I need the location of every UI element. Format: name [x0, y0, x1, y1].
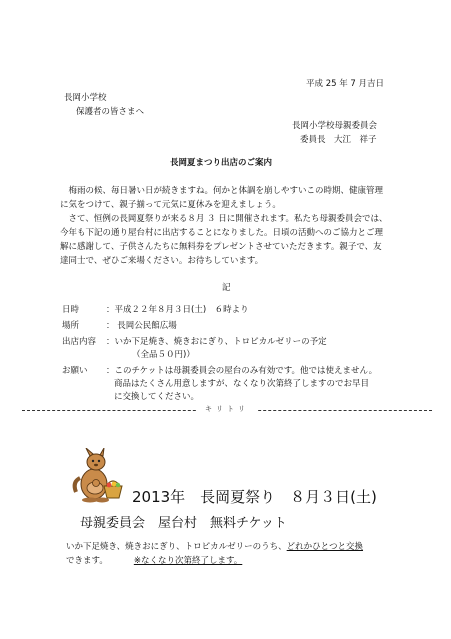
recipient-parents: 保護者の皆さまへ: [76, 107, 145, 117]
letter-date: 平成 25 年 7 月吉日: [306, 79, 385, 89]
cut-label: キリトリ: [197, 404, 257, 414]
detail-row-request-end: [62, 391, 199, 404]
detail-row-price: [62, 349, 195, 362]
ticket-line-1: [66, 541, 363, 553]
recipient-school: 長岡小学校: [64, 93, 107, 103]
ticket-line-1-underlined: どれかひとつと交換: [286, 542, 364, 552]
letter-title: 長岡夏まつり出店のご案内: [170, 158, 273, 168]
detail-label: 日時: [62, 305, 80, 315]
detail-row-date: [62, 304, 249, 317]
detail-row-request-cont: [62, 378, 369, 391]
detail-row-place: [62, 320, 177, 333]
ticket-line-2: [66, 555, 242, 567]
detail-value: ：平成２２年８月３日(土) ６時より: [106, 305, 249, 315]
ticket-headline: 2013年 長岡夏祭り ８月３日(土): [132, 488, 377, 506]
ticket-line-2-text: できます。: [66, 556, 108, 566]
ki-heading: 記: [222, 283, 231, 293]
ticket-line-2-underlined: ※なくなり次第終了します。: [133, 556, 243, 566]
detail-row-items: [62, 336, 327, 349]
ticket-subhead: 母親委員会 屋台村 無料チケット: [80, 516, 287, 531]
detail-row-request: [62, 365, 377, 378]
kangaroo-mascot-icon: [70, 448, 130, 506]
sender-name: 委員長 大江 祥子: [300, 135, 377, 145]
detail-value: 商品はたくさん用意しますが、なくなり次第終了しますのでお早目: [114, 379, 370, 389]
body-paragraph-1: 梅雨の候、毎日暑い日が続きますね。何かと体調を崩しやすいこの時期、健康管理に気をつけて、親子揃って元気に夏休みを迎えましょう。: [60, 186, 384, 210]
detail-value: ：いか下足焼き、焼きおにぎり、トロピカルゼリーの予定: [106, 337, 327, 347]
detail-value: （全品５０円)）: [132, 350, 195, 360]
letter-body: [60, 184, 388, 268]
detail-label: お願い: [62, 366, 88, 376]
ticket-line-1-text: いか下足焼き、焼きおにぎり、トロピカルゼリーのうち、: [66, 542, 287, 552]
sender-org: 長岡小学校母親委員会: [292, 121, 378, 131]
detail-value: ： 長岡公民館広場: [106, 321, 177, 331]
detail-label: 出店内容: [62, 337, 97, 347]
detail-value: に交換してください。: [114, 392, 200, 402]
detail-label: 場所: [62, 321, 80, 331]
body-paragraph-2: さて、恒例の長岡夏祭りが来る８月 ３ 日に開催されます。私たち母親委員会では、今年も下記の通り屋台村に出店することになりました。日頃の活動へのご協力とご理解に感謝して、子供さんたちに無料券をプレゼントさせていただきます。親子で、友達同士で、ぜひご来場ください。お待ちしています。: [60, 214, 388, 266]
detail-value: ：このチケットは母親委員会の屋台のみ有効です。他では使えません。: [106, 366, 378, 376]
